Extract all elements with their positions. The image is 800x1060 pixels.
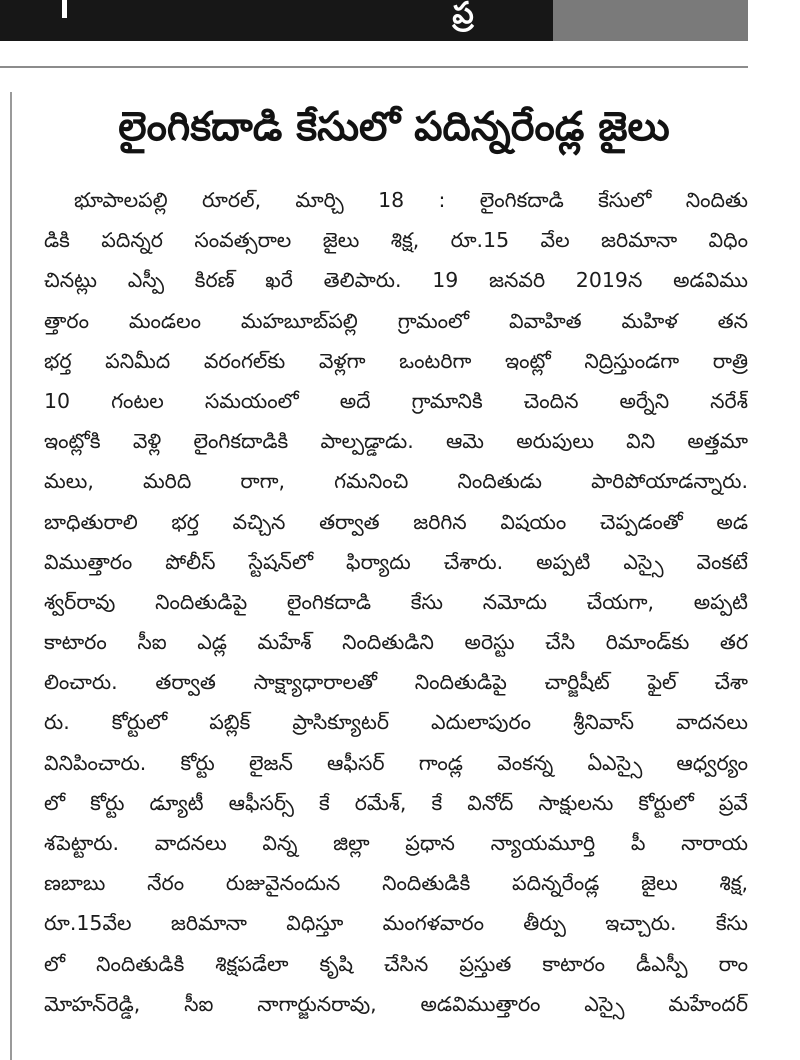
article-line: డికి పదిన్నర సంవత్సరాల జైలు శిక్ష, రూ.15 వేల జరిమానా విధిం <box>44 228 748 253</box>
masthead-banner-grey <box>553 0 748 41</box>
article-line: ఇంట్లోకి వెళ్లి లైంగికదాడికి పాల్పడ్డాడు. ఆమె అరుపులు విని అత్తమా <box>44 429 748 454</box>
article-line: శ్వర్‌రావు నిందితుడిపై లైంగికదాడి కేసు నమోదు చేయగా, అప్పటి <box>44 589 748 614</box>
article-line: రూ.15వేల జరిమానా విధిస్తూ మంగళవారం తీర్పు ఇచ్చారు. కేసు <box>44 911 748 936</box>
column-rule <box>10 92 12 1060</box>
article-line: భర్త పనిమీద వరంగల్‌కు వెళ్లగా ఒంటరిగా ఇంట్లో నిద్రిస్తుండగా రాత్రి <box>44 348 748 373</box>
masthead-banner <box>0 0 553 41</box>
article-line: చినట్లు ఎస్పీ కిరణ్‌ ఖరే తెలిపారు. 19 జనవరి 2019న అడవిము <box>44 268 748 293</box>
article-line: లో కోర్టు డ్యూటీ ఆఫీసర్స్‌ కే రమేశ్‌, కే వినోద్‌ సాక్షులను కోర్టులో ప్రవే <box>44 790 748 815</box>
article-line: బాధితురాలి భర్త వచ్చిన తర్వాత జరిగిన విషయం చెప్పడంతో అడ <box>44 509 748 534</box>
section-divider <box>0 66 748 68</box>
banner-glyph: ప్ర <box>452 0 474 31</box>
article-line: ణబాబు నేరం రుజువైనందున నిందితుడికి పదిన్నరేండ్ల జైలు శిక్ష, <box>44 871 748 896</box>
article-line: లో నిందితుడికి శిక్షపడేలా కృషి చేసిన ప్రస్తుత కాటారం డీఎస్పీ రాం <box>44 951 748 976</box>
article-line: లించారు. తర్వాత సాక్ష్యాధారాలతో నిందితుడిపై చార్జిషీట్‌ ఫైల్‌ చేశా <box>44 670 748 695</box>
article-line: వినిపించారు. కోర్టు లైజన్‌ ఆఫీసర్‌ గాండ్ల వెంకన్న ఏఎస్సై ఆధ్వర్యం <box>44 750 748 775</box>
article-line: మోహన్‌రెడ్డి, సీఐ నాగార్జునరావు, అడవిముత్తారం ఎస్సై మహేందర్‌ <box>44 991 748 1016</box>
article-line: భూపాలపల్లి రూరల్‌, మార్చి 18 : లైంగికదాడి కేసులో నిందితు <box>74 188 748 212</box>
banner-mark <box>62 0 67 18</box>
article-line: రు. కోర్టులో పబ్లిక్‌ ప్రాసిక్యూటర్‌ ఎదులాపురం శ్రీనివాస్‌ వాదనలు <box>44 710 748 735</box>
article-line: శపెట్టారు. వాదనలు విన్న జిల్లా ప్రధాన న్యాయమూర్తి పీ నారాయ <box>44 831 748 855</box>
article-line: 10 గంటల సమయంలో అదే గ్రామానికి చెందిన అర్నేని నరేశ్‌ <box>44 388 748 413</box>
article-line: త్తారం మండలం మహబూబ్‌పల్లి గ్రామంలో వివాహిత మహిళ తన <box>44 308 748 333</box>
article-line: విముత్తారం పోలీస్‌ స్టేషన్‌లో ఫిర్యాదు చేశారు. అప్పటి ఎస్సై వెంకటే <box>44 549 748 574</box>
article-body <box>44 180 748 1024</box>
article-headline: లైంగికదాడి కేసులో పదిన్నరేండ్ల జైలు <box>118 104 670 150</box>
article-line: మలు, మరిది రాగా, గమనించి నిందితుడు పారిపోయాడన్నారు. <box>44 469 748 494</box>
article-line: కాటారం సీఐ ఎడ్ల మహేశ్‌ నిందితుడిని అరెస్టు చేసి రిమాండ్‌కు తర <box>44 630 748 655</box>
